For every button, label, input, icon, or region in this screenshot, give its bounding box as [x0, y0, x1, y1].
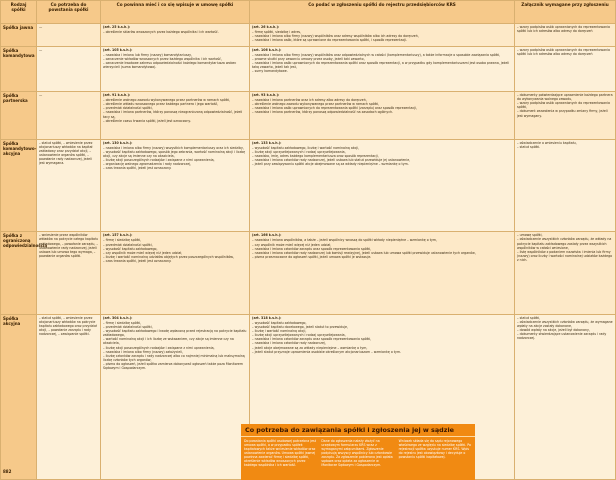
header-requirements: Co potrzeba do powstania spółki: [37, 1, 101, 24]
contract-item: – wysokość kapitału zakładowego, sposób jego zebrania, wartość nominalną akcji i liczbę akcji, czy akcje są imienne czy na okaziciela,: [103, 149, 246, 158]
cell-krs: [250, 46, 515, 91]
contract-item: – nazwiska i imiona partnerów, którzy ponoszą nieograniczoną odpowiedzialność, jeżeli tacy są,: [103, 110, 243, 119]
krs-item: – nazwiska i imiona partnerów, którzy ponoszą odpowiedzialność na zasadach ogólnych.: [252, 110, 394, 115]
article-reference: (art. 157 k.s.h.):: [103, 233, 133, 238]
contract-item: – wartość nominalną akcji i ich liczbę ze wskazaniem, czy akcje są imienne czy na okaziciela,: [103, 337, 234, 346]
header-contract: Co powinna mieć i co się wpisuje w umowę spółki: [101, 1, 250, 24]
contract-item: – nazwiska i imiona albo firmy (nazwy) założycieli,: [103, 349, 184, 354]
article-reference: (art. 106 k.s.h.):: [252, 47, 282, 52]
contract-item: – określenie wkładu wnoszonego przez każdego partnera i jego wartość,: [103, 102, 219, 107]
attachment-item: – statut spółki,: [517, 315, 541, 320]
article-reference: (art. 93 k.s.h.):: [252, 93, 280, 98]
table-row: [1, 92, 616, 139]
cell-krs: [250, 139, 515, 232]
krs-item: – firmę spółki, siedzibę i adres,: [252, 30, 302, 35]
krs-item: – sumy komandytowe.: [252, 69, 288, 74]
info-box-columns: [241, 437, 475, 469]
cell-requirements: —: [37, 92, 101, 139]
attachment-item: – wzory podpisów osób uprawnionych do reprezentowania spółki lub ich adresów albo adresy do doręczeń: [517, 47, 610, 56]
info-box-col-2: Dane do zgłoszenia należy złożyć na urzędowym formularzu KRS wraz z wymaganymi załącznikami. Zgłoszenie podpisują wszyscy wspólnicy lub członkowie zarządu. Za zgłoszenie pobierana jest opłata sądowa oraz opłata za ogłoszenie w Monitorze Sądowym i Gospodarczym.: [321, 439, 393, 467]
contract-item: – wysokość kapitału zakładowego i kwotę wpłaconą przed rejestracją na pokrycie kapitału zakładowego,: [103, 329, 247, 338]
cell-company-type: Spółka jawna: [1, 24, 37, 47]
krs-item: – nazwiska i imiona osób uprawnionych do reprezentowania spółki (zarządu) oraz sposób reprezentacji,: [252, 106, 418, 111]
article-reference: (art. 166 k.s.h.):: [252, 233, 282, 238]
cell-requirements: – statut spółki, – wniesienie przez akcjonariuszy wkładów na kapitał zakładowy oraz przydział akcji, – ustanowienie organów spółki, – powołanie rady nadzorczej, jeżeli jest wymagana.: [37, 139, 101, 232]
contract-item: – określenie sklarów wnoszonych przez każdego wspólnika i ich wartość.: [103, 30, 219, 35]
cell-company-type: Spółka z ograniczoną odpowiedzialnością: [1, 232, 37, 315]
article-reference: (art. 25 k.s.h.):: [103, 25, 131, 29]
cell-krs: [250, 232, 515, 315]
cell-company-type: Spółka komandytowa: [1, 46, 37, 91]
cell-contract: [101, 232, 250, 315]
krs-item: – nazwiska i imiona członków rady nadzorczej,: [252, 341, 326, 346]
krs-item: – nazwisko, imię, adres każdego komplementariusza oraz sposób reprezentacji,: [252, 153, 379, 158]
table-row: [1, 139, 616, 232]
krs-item: – nazwiska i imiona członków zarządu oraz sposób reprezentowania spółki,: [252, 246, 372, 251]
contract-item: – liczbę akcji poszczególnych rodzajów i związane z nimi uprawnienia,: [103, 157, 215, 162]
article-reference: (art. 105 k.s.h.):: [103, 47, 133, 52]
contract-item: – firmę i siedzibę spółki,: [103, 321, 142, 325]
contract-item: – czas trwania spółki, jeżeli jest oznaczony.: [103, 258, 172, 263]
cell-krs: [250, 24, 515, 47]
contract-item: – określenie czasu trwania spółki, jeżeli jest oznaczony.: [103, 118, 191, 123]
article-reference: (art. 133 k.s.h.):: [252, 140, 282, 145]
contract-item: – oznaczenie kwotowe zakresu odpowiedzialności każdego komandytariusza wobec wierzycieli (suma komandytowa).: [103, 60, 237, 70]
contract-item: – liczbę i wartość nominalną udziałów objętych przez poszczególnych wspólników,: [103, 254, 235, 259]
krs-item: – nazwiska i imiona partnerów oraz ich adresy albo adresy do doręczeń,: [252, 98, 367, 103]
cell-requirements: —: [37, 46, 101, 91]
contract-item: – liczbę akcji poszczególnych rodzajów i związane z nimi uprawnienia,: [103, 345, 215, 350]
table-row: [1, 24, 616, 47]
attachment-item: – oświadczenie wszystkich członków zarządu, że wkłady na pokrycie kapitału zakładowego zostały przez wszystkich wspólników w całości wniesione,: [517, 237, 612, 250]
cell-requirements: —: [37, 24, 101, 47]
krs-item: – jeżeli akcje obejmowane są za wkłady niepieniężne – wzmiankę o tym,: [252, 345, 368, 350]
info-box: [241, 424, 475, 480]
cell-contract: [101, 24, 250, 47]
table-row: [1, 232, 616, 315]
attachment-item: – dokumenty potwierdzające uprawnienie każdego partnera do wykonywania wolnego zawodu,: [517, 93, 613, 102]
cell-company-type: Spółka komandytowo-akcyjna: [1, 139, 37, 232]
contract-item: – organizację walnego zgromadzenia i rady nadzorczej,: [103, 162, 192, 166]
cell-contract: [101, 46, 250, 91]
attachment-item: – statut spółki.: [517, 144, 541, 149]
cell-attachments: [515, 24, 616, 47]
page-number: 882: [3, 469, 12, 474]
cell-contract: [101, 139, 250, 232]
krs-item: – określenie wolnego zawodu wykonywanego przez partnerów w ramach spółki,: [252, 102, 380, 107]
article-reference: (art. 318 k.s.h.):: [252, 315, 282, 320]
contract-item: – przedmiot działalności spółki,: [103, 325, 153, 330]
cell-contract: [101, 92, 250, 139]
attachment-item: – dowód wpłaty na akcje, jeżeli był dokonany,: [517, 328, 590, 333]
header-company-type: Rodzaj spółki: [1, 1, 37, 24]
cell-attachments: [515, 314, 616, 479]
krs-item: – liczbę akcji uprzywilejowanych i rodzaj uprzywilejowania,: [252, 333, 346, 338]
cell-attachments: [515, 139, 616, 232]
krs-item: – jeżeli statut przyznaje uprawnienia osobiste określonym akcjonariuszom – wzmiankę o tym.: [252, 349, 402, 354]
info-box-title: Co potrzeba do zawiązania spółki i zgłoszenia jej w sądzie: [241, 424, 475, 437]
contract-item: – czy wspólnik może mieć więcej niż jeden udział,: [103, 250, 183, 255]
cell-requirements: – wniesienie przez wspólników wkładów na pokrycie całego kapitału zakładowego, – powołanie zarządu, – ustanowienie rady nadzorczej, jeżeli ustawa lub umowa tego wymaga, – powołanie organów spółki.: [37, 232, 101, 315]
attachment-item: – listę wspólników z podaniem nazwiska i imienia lub firmy (nazwy) oraz liczby i wartości nominalnej udziałów każdego z nich.: [517, 249, 613, 262]
contract-item: – określenie wolnego zawodu wykonywanego przez partnerów w ramach spółki,: [103, 98, 231, 103]
contract-item: – przedmiot działalności spółki,: [103, 106, 153, 111]
attachment-item: – wzory podpisów osób uprawnionych do reprezentowania spółki lub ich adresów albo adresy do doręczeń: [517, 25, 610, 34]
article-reference: (art. 304 k.s.h.):: [103, 315, 133, 320]
info-box-col-3: Wniosek składa się do sądu rejonowego właściwego ze względu na siedzibę spółki. Po rejestracji spółka uzyskuje numer KRS. Wpis do rejestru jest obowiązkowy i decyduje o powstaniu spółki kapitałowej.: [398, 439, 471, 459]
attachment-item: – wzory podpisów osób uprawnionych do reprezentowania spółki,: [517, 101, 610, 110]
header-attachments: Załącznik wymagane przy zgłoszeniu: [515, 1, 616, 24]
krs-item: – czy wspólnik może mieć więcej niż jeden udział,: [252, 242, 332, 247]
krs-item: – pisma przeznaczone do ogłoszeń spółki, jeżeli umowa spółki je wskazuje.: [252, 254, 372, 259]
table-row: [1, 46, 616, 91]
krs-item: – nazwiska i imiona osób uprawnionych do reprezentowania spółki oraz sposób reprezentacji, a w przypadku gdy komplementariuszami jest osoba prawna, jeżeli taką zawarto, jeżeli tak jest,: [252, 60, 510, 70]
cell-contract: [101, 314, 250, 479]
cell-attachments: [515, 92, 616, 139]
krs-item: – prawne skutki przy zawarciu umowy przez osoby, jeżeli taki zawarto,: [252, 56, 365, 61]
krs-item: – wysokość kapitału docelowego, jeżeli statut to przewiduje,: [252, 325, 348, 330]
krs-item: – jeżeli przy zawiązywaniu spółki akcje obejmowane są za wkłady niepieniężne – wzmiankę o tym.: [252, 162, 409, 166]
contract-item: – nazwiska i imiona albo firmy (nazwy) wszystkich komplementariuszy oraz ich siedziby,: [103, 145, 244, 150]
contract-item: – liczbę członków zarządu i rady nadzorczej albo co najmniej minimalną lub maksymalną liczbę członków tych organów,: [103, 353, 245, 362]
contract-item: – firmę i siedzibę spółki,: [103, 238, 142, 243]
contract-item: – pismo do ogłoszeń, jeżeli spółka zamierza dokonywać ogłoszeń także poza Monitorem Sądowym i Gospodarczym.: [103, 361, 243, 371]
contract-item: – oznaczenie wkładów wnoszonych przez każdego wspólnika i ich wartość,: [103, 56, 222, 61]
krs-item: – nazwiska i imiona wspólników, a także – jeżeli wspólnicy wnoszą do spółki wkłady niepieniężne – wzmiankę o tym,: [252, 238, 437, 243]
krs-item: – nazwiska i imiona albo firmy (nazwy) wspólników oraz adresy wspólników albo ich adresy do doręczeń,: [252, 34, 419, 39]
attachment-item: – umowę spółki,: [517, 233, 543, 238]
article-reference: (art. 26 k.s.h.):: [252, 25, 280, 29]
contract-item: – nazwiska i imiona lub firmy (nazwy) komandytariuszy,: [103, 52, 193, 57]
contract-item: – przedmiot działalności spółki,: [103, 242, 153, 247]
krs-item: – nazwiska i imiona członków rady nadzorczej, jeżeli ustawa lub statut przewiduje jej ustanowienie,: [252, 157, 411, 162]
krs-item: – nazwiska i imiona albo firmy (nazwy) wspólników oraz odpowiedzialnych w całości (komplementariuszy), a także informacje o sposobie zawiązania spółki,: [252, 52, 501, 57]
article-reference: (art. 130 k.s.h.):: [103, 140, 133, 145]
attachment-item: – dokument zezwolenia w przypadku zmiany firmy, jeżeli jest wymagany.: [517, 109, 608, 118]
cell-krs: [250, 92, 515, 139]
cell-company-type: Spółka partnerska: [1, 92, 37, 139]
table-header-row: [1, 1, 616, 24]
attachment-item: – oświadczenie wszystkich członków zarządu, że wymagane wpłaty na akcje zostały dokonane,: [517, 320, 613, 329]
krs-item: – nazwiska i imiona członków rady nadzorczej lub komisji rewizyjnej, jeżeli ustawa lub umowa spółki przewiduje ustanowienie tych organów,: [252, 250, 476, 255]
krs-item: – liczbę akcji uprzywilejowanych i rodzaj uprzywilejowania,: [252, 149, 346, 154]
article-reference: (art. 91 k.s.h.):: [103, 93, 131, 98]
cell-requirements: – statut spółki, – wniesienie przez akcjonariuszy wkładów na pokrycie kapitału zakładowego oraz przydział akcji, – powołanie zarządu i rady nadzorczej, – zawiązanie spółki.: [37, 314, 101, 479]
cell-attachments: [515, 46, 616, 91]
contract-item: – wysokość kapitału zakładowego,: [103, 246, 158, 251]
krs-item: – wysokość kapitału zakładowego,: [252, 321, 307, 325]
attachment-item: – oświadczenie o wniesieniu kapitału,: [517, 140, 577, 145]
info-box-col-1: Do powstania spółki osobowej potrzebna jest umowa spółki, a w przypadku spółek kapitałowych także wniesienie wkładów oraz ustanowienie organów. Umowa spółki jawnej powinna zawierać firmę i siedzibę spółki, określenie wkładów wnoszonych przez każdego wspólnika i ich wartość.: [244, 439, 316, 467]
krs-item: – nazwiska i imiona członków zarządu oraz sposób reprezentowania spółki,: [252, 337, 372, 342]
contract-item: – czas trwania spółki, jeżeli jest oznaczony.: [103, 166, 172, 171]
krs-item: – liczbę i wartość nominalną akcji,: [252, 329, 307, 334]
krs-item: – nazwiska i imiona osób, które są uprawnione do reprezentowania spółki, i sposób reprezentacji.: [252, 38, 408, 43]
cell-company-type: Spółka akcyjna: [1, 314, 37, 479]
header-krs: Co podać w zgłoszeniu spółki do rejestru przedsiębiorców KRS: [250, 1, 515, 24]
cell-attachments: [515, 232, 616, 315]
krs-item: – wysokość kapitału zakładowego, liczbę i wartość nominalną akcji,: [252, 145, 360, 150]
attachment-item: – dokumenty stwierdzające ustanowienie zarządu i rady nadzorczej.: [517, 332, 607, 341]
